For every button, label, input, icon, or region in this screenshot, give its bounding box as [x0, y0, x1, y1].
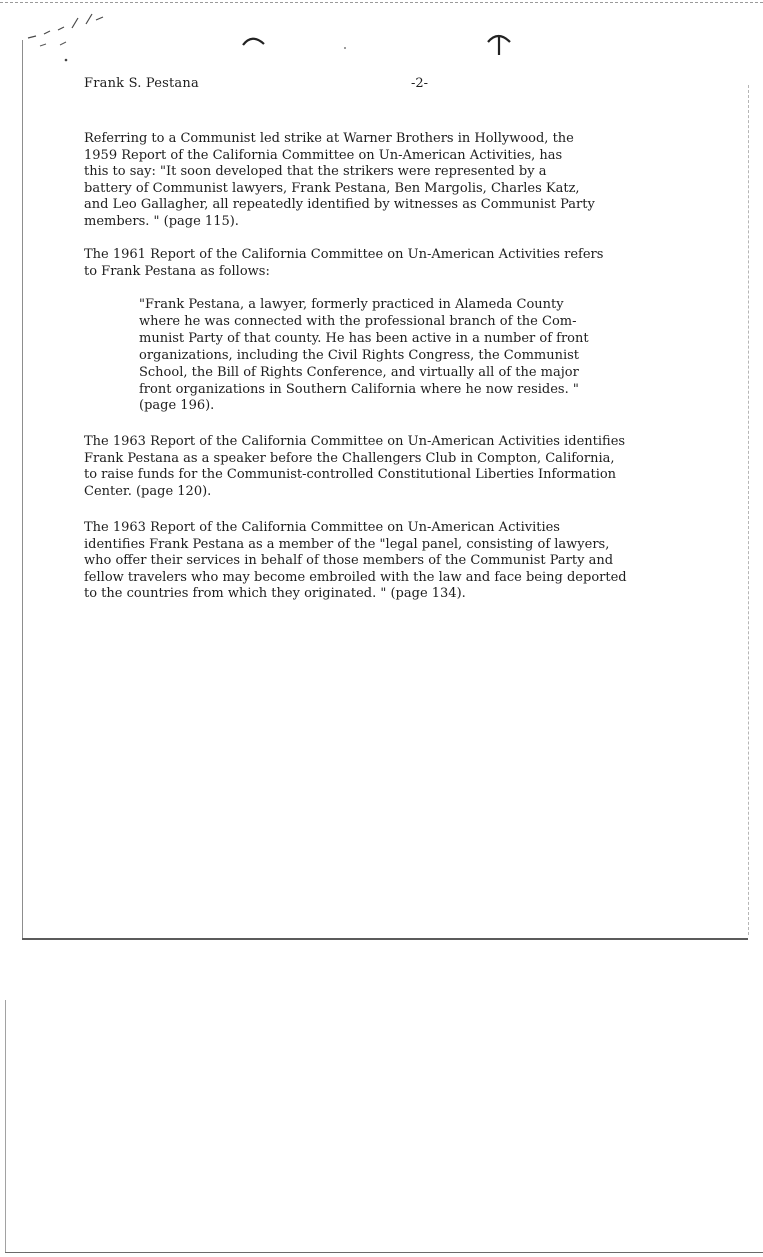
sheet-edge-right — [748, 85, 749, 935]
text-line: to Frank Pestana as follows: — [84, 263, 270, 279]
text-line: this to say: "It soon developed that the strikers were represented by a — [84, 164, 547, 180]
quote-line: munist Party of that county. He has been active in a number of front — [139, 330, 589, 346]
quote-line: School, the Bill of Rights Conference, and virtually all of the major — [139, 364, 579, 380]
text-line: to the countries from which they originated. " (page 134). — [84, 586, 466, 602]
paragraph-1963-challengers — [84, 434, 720, 500]
text-line: identifies Frank Pestana as a member of the "legal panel, consisting of lawyers, — [84, 536, 610, 552]
quote-line: organizations, including the Civil Rights Congress, the Communist — [139, 347, 580, 363]
text-line: The 1963 Report of the California Committee on Un-American Activities identifies — [84, 434, 626, 449]
text-line: and Leo Gallagher, all repeatedly identified by witnesses as Communist Party — [84, 197, 595, 213]
text-line: The 1961 Report of the California Committee on Un-American Activities refers — [84, 247, 604, 262]
text-line: Center. (page 120). — [84, 483, 212, 499]
text-line: who offer their services in behalf of those members of the Communist Party and — [84, 553, 614, 569]
quote-line: front organizations in Southern California where he now resides. " — [139, 381, 579, 397]
paragraph-warner-strike — [84, 131, 720, 231]
text-line: to raise funds for the Communist-controlled Constitutional Liberties Information — [84, 467, 617, 483]
sheet-edge-bottom — [22, 938, 748, 940]
paragraph-1963-legal-panel — [84, 520, 720, 603]
text-line: Referring to a Communist led strike at Warner Brothers in Hollywood, the — [84, 131, 574, 146]
lower-sheet-edge-bottom — [5, 1252, 763, 1253]
text-line: members. " (page 115). — [84, 213, 239, 229]
page-number: -2- — [411, 76, 429, 91]
quote-line: "Frank Pestana, a lawyer, formerly practiced in Alameda County — [139, 297, 564, 312]
text-line: 1959 Report of the California Committee on Un-American Activities, has — [84, 147, 563, 163]
lower-sheet-edge-left — [5, 1000, 6, 1252]
text-line: battery of Communist lawyers, Frank Pestana, Ben Margolis, Charles Katz, — [84, 180, 580, 196]
quote-line: (page 196). — [139, 398, 215, 414]
block-quote — [139, 297, 709, 415]
text-line: Frank Pestana as a speaker before the Challengers Club in Compton, California, — [84, 450, 615, 466]
paragraph-1961-report — [84, 247, 720, 280]
quote-line: where he was connected with the professional branch of the Com- — [139, 313, 577, 329]
text-line: The 1963 Report of the California Committee on Un-American Activities — [84, 520, 560, 535]
header-name: Frank S. Pestana — [84, 76, 199, 91]
text-line: fellow travelers who may become embroiled with the law and face being deported — [84, 569, 627, 585]
